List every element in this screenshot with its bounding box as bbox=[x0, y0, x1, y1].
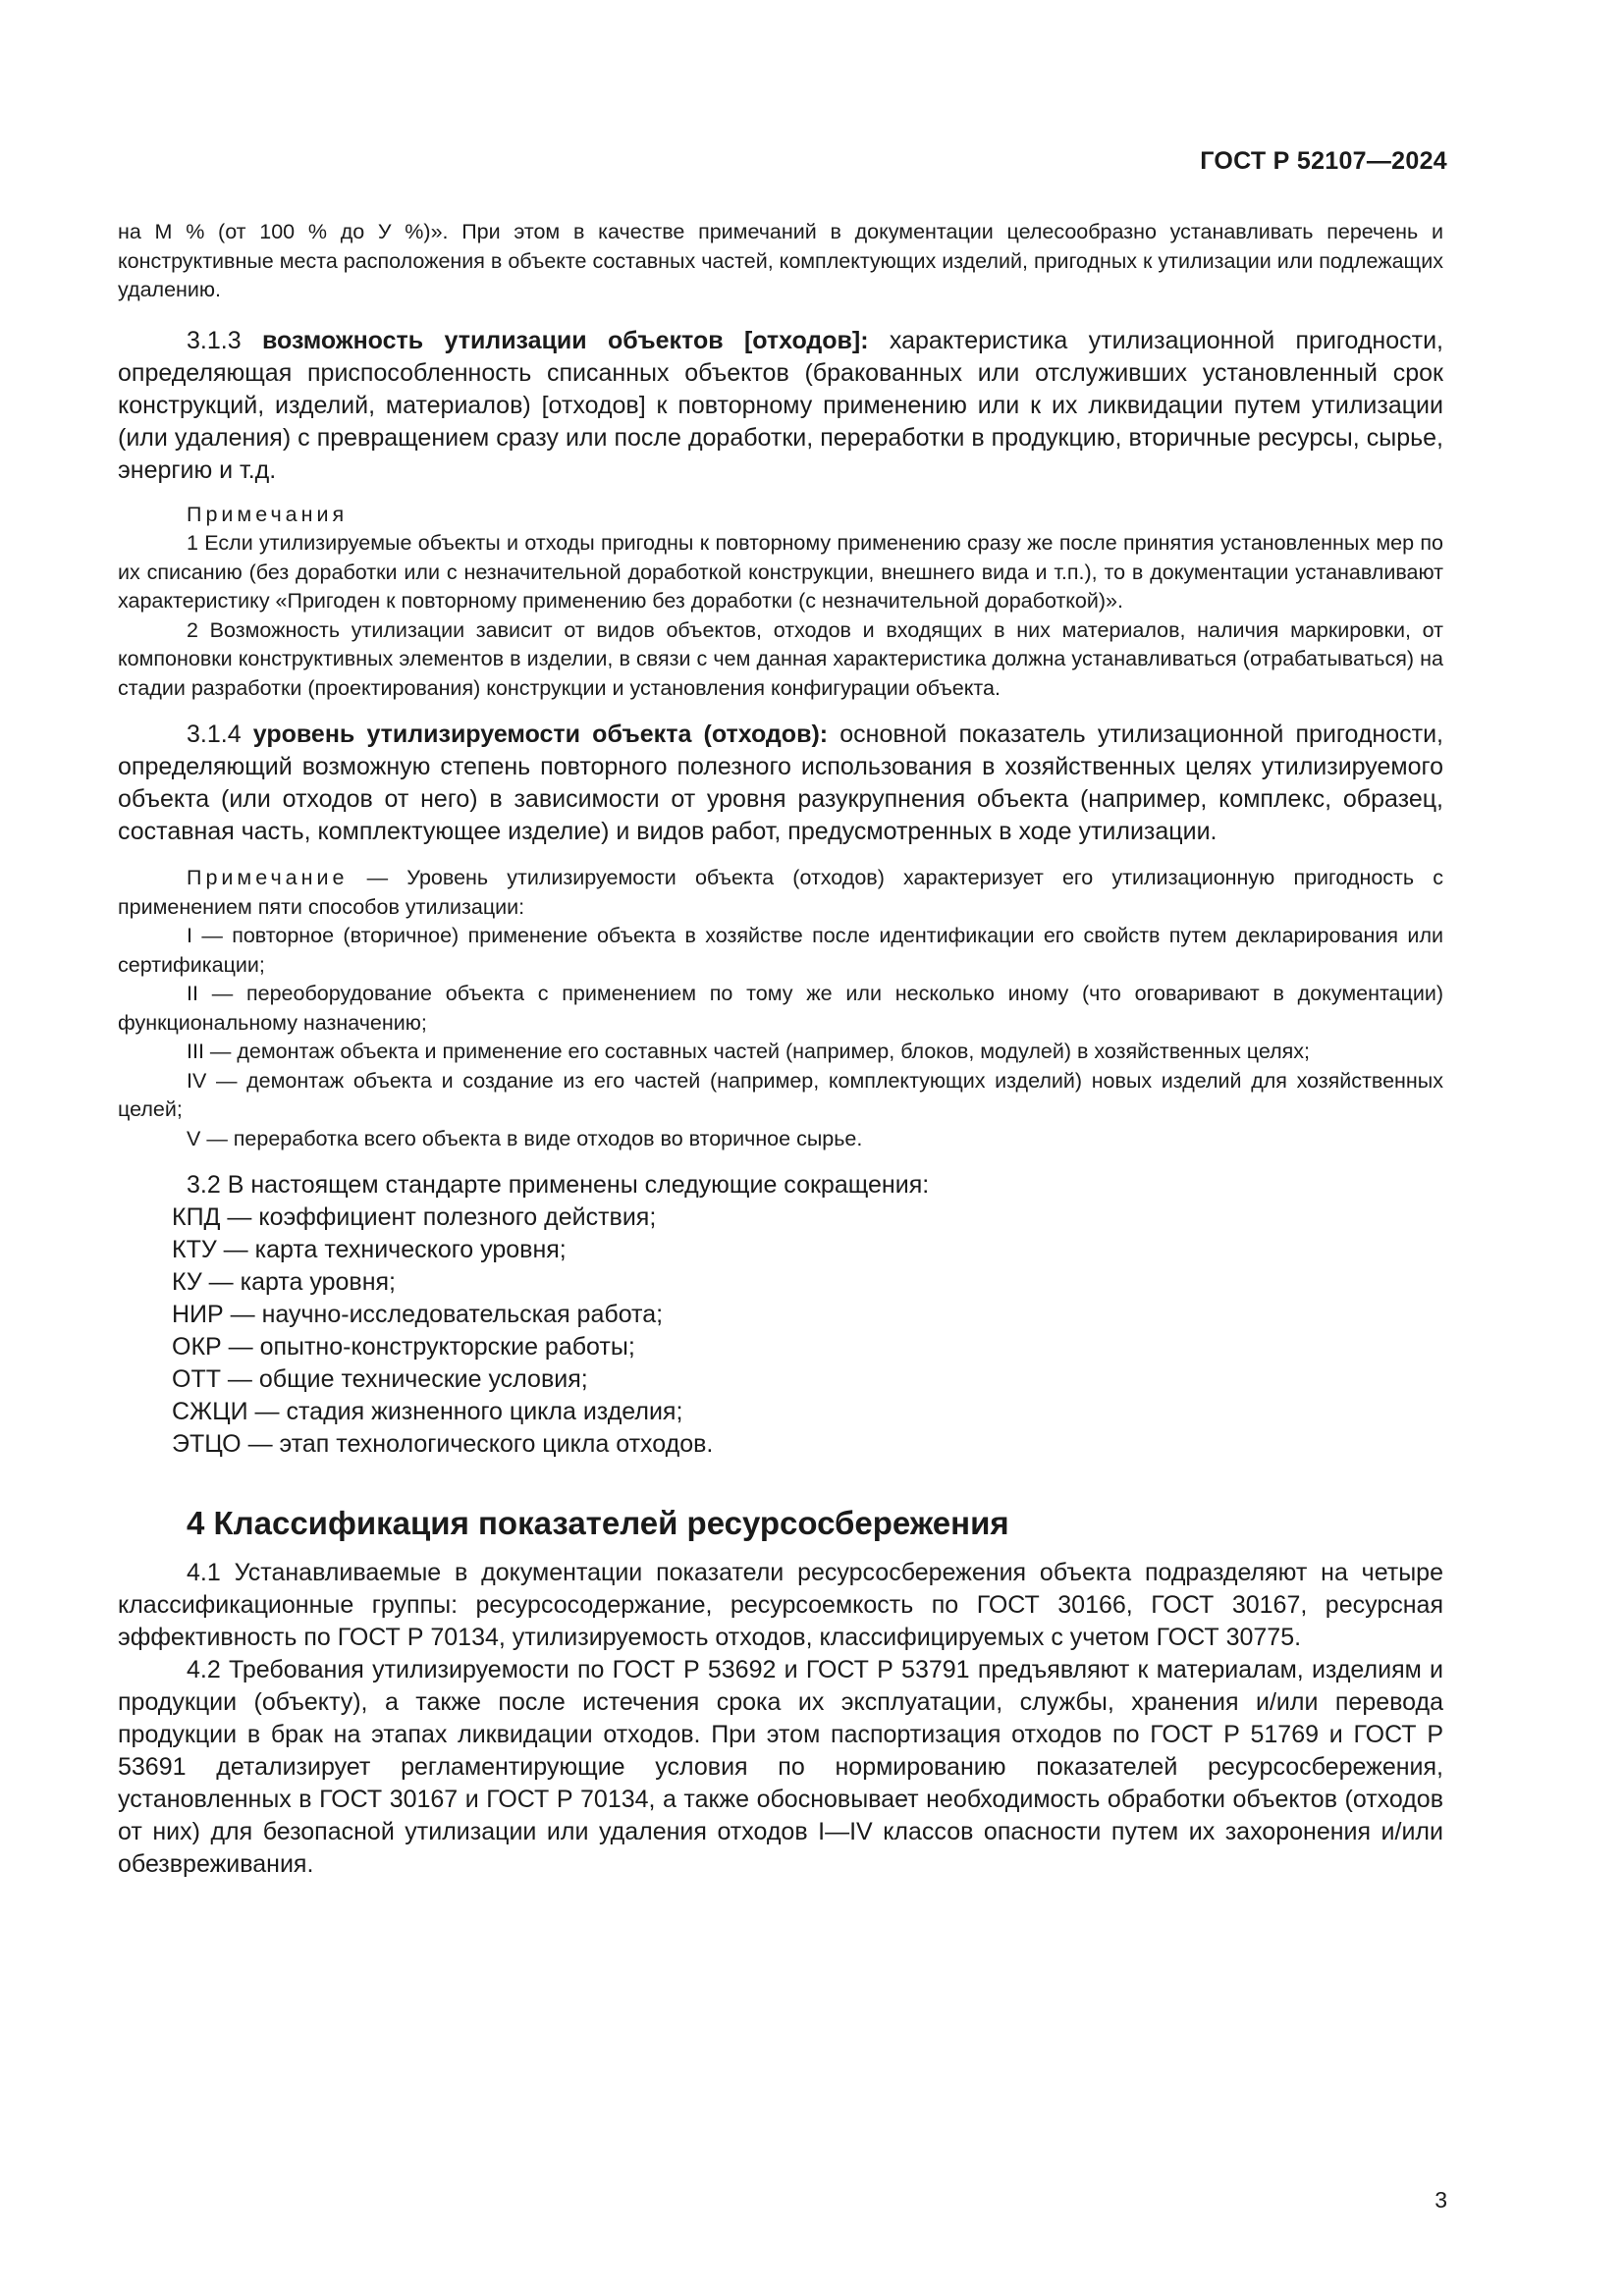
utilization-method: II — переоборудование объекта с применением по тому же или несколько иному (что оговаривают в документации) функциональному назначению; bbox=[118, 982, 1443, 1035]
abbreviation-item: КПД — коэффициент полезного действия; bbox=[172, 1203, 657, 1231]
abbreviation-item: ЭТЦО — этап технологического цикла отходов. bbox=[172, 1430, 714, 1458]
term-definition: основной показатель утилизационной пригодности, определяющий возможную степень повторного полезного использования в хозяйственных целях утилизируемого объекта (или отходов от него) в зависимости от уровня разукрупнения объекта (например, комплекс, образец, составная часть, комплектующее изделие) и видов работ, предусмотренных в ходе утилизации. bbox=[118, 721, 1444, 845]
utilization-method: I — повторное (вторичное) применение объекта в хозяйстве после идентификации его свойств путем декларирования или сертификации; bbox=[118, 924, 1443, 977]
note-heading: Примечание bbox=[187, 866, 349, 889]
abbreviation-item: СЖЦИ — стадия жизненного цикла изделия; bbox=[172, 1398, 683, 1425]
note-item: 2 Возможность утилизации зависит от видов объектов, отходов и входящих в них материалов, наличия маркировки, от компоновки конструктивных элементов в изделии, в связи с чем данная характеристика должна устанавливаться (отрабатываться) на стадии разработки (проектирования) конструкции и установления конфигурации объекта. bbox=[118, 617, 1443, 700]
term-title: уровень утилизируемости объекта (отходов): bbox=[252, 721, 829, 748]
utilization-method: III — демонтаж объекта и применение его составных частей (например, блоков, модулей) в хозяйственных целях; bbox=[187, 1040, 1311, 1063]
notes-heading: Примечания bbox=[187, 502, 349, 526]
term-title: возможность утилизации объектов [отходов]: bbox=[261, 326, 869, 354]
abbreviation-item: КТУ — карта технического уровня; bbox=[172, 1236, 567, 1263]
abbreviation-item: НИР — научно-исследовательская работа; bbox=[172, 1301, 664, 1328]
document-header: ГОСТ Р 52107—2024 bbox=[1200, 147, 1447, 175]
note-text: — Уровень утилизируемости объекта (отходов) характеризует его утилизационную пригодность с применением пяти способов утилизации: bbox=[118, 866, 1443, 919]
term-number: 3.1.4 bbox=[187, 721, 242, 748]
page-content bbox=[118, 218, 1443, 1881]
utilization-method: IV — демонтаж объекта и создание из его частей (например, комплектующих изделий) новых изделий для хозяйственных целей; bbox=[118, 1068, 1443, 1121]
paragraph-4-2: 4.2 Требования утилизируемости по ГОСТ Р 53692 и ГОСТ Р 53791 предъявляют к материалам, изделиям и продукции (объекту), а также после истечения срока их эксплуатации, службы, хранения и/или перевода продукции в брак на этапах ликвидации отходов. При этом паспортизация отходов по ГОСТ Р 51769 и ГОСТ Р 53691 детализирует регламентирующие условия по нормированию показателей ресурсосбережения, установленных в ГОСТ 30167 и ГОСТ Р 70134, а также обосновывает необходимость обработки объектов (отходов от них) для безопасной утилизации или удаления отходов I—IV классов опасности путем их захоронения и/или обезвреживания. bbox=[118, 1656, 1443, 1878]
section-4-heading: 4 Классификация показателей ресурсосбережения bbox=[187, 1505, 1009, 1541]
abbreviation-item: ОКР — опытно-конструкторские работы; bbox=[172, 1333, 635, 1361]
term-definition: характеристика утилизационной пригодности, определяющая приспособленность списанных объектов (бракованных или отслуживших установленный срок конструкций, изделий, материалов) [отходов] к повторному применению или к их ликвидации путем утилизации (или удаления) с превращением сразу или после доработки, переработки в продукцию, вторичные ресурсы, сырье, энергию и т.д. bbox=[118, 326, 1443, 484]
utilization-method: V — переработка всего объекта в виде отходов во вторичное сырье. bbox=[187, 1126, 863, 1150]
term-3-1-4 bbox=[118, 719, 1443, 848]
note-item: 1 Если утилизируемые объекты и отходы пригодны к повторному применению сразу же после принятия установленных мер по их списанию (без доработки или с незначительной доработкой конструкции, внешнего вида и т.п.), то в документации устанавливают характеристику «Пригоден к повторному применению без доработки (с незначительной доработкой)». bbox=[118, 531, 1443, 613]
term-3-1-3 bbox=[118, 325, 1443, 487]
term-number: 3.1.3 bbox=[187, 326, 242, 354]
abbreviations-intro: 3.2 В настоящем стандарте применены следующие сокращения: bbox=[187, 1171, 930, 1199]
continuation-paragraph: на М % (от 100 % до У %)». При этом в качестве примечаний в документации целесообразно устанавливать перечень и конструктивные места расположения в объекте составных частей, комплектующих изделий, пригодных к утилизации или подлежащих удалению. bbox=[118, 220, 1443, 301]
abbreviation-item: КУ — карта уровня; bbox=[172, 1268, 396, 1296]
abbreviation-item: ОТТ — общие технические условия; bbox=[172, 1365, 588, 1393]
note-3-1-4 bbox=[118, 864, 1443, 922]
page-number: 3 bbox=[1435, 2187, 1447, 2213]
paragraph-4-1: 4.1 Устанавливаемые в документации показатели ресурсосбережения объекта подразделяют на четыре классификационные группы: ресурсосодержание, ресурсоемкость по ГОСТ 30166, ГОСТ 30167, ресурсная эффективность по ГОСТ Р 70134, утилизируемость отходов, классифицируемых с учетом ГОСТ 30775. bbox=[118, 1559, 1443, 1651]
